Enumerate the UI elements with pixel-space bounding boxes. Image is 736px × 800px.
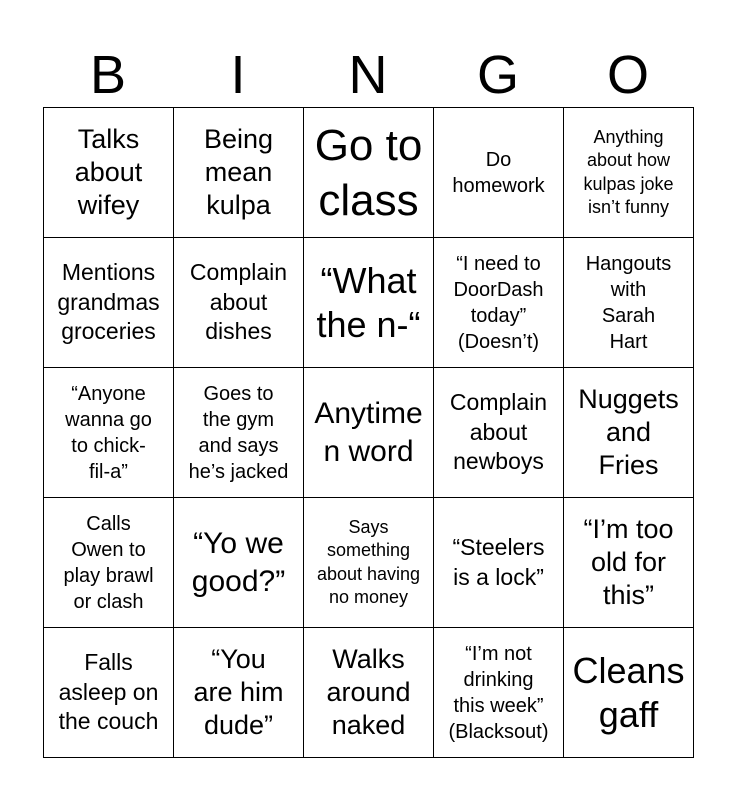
cell-text: “I need to DoorDash today” (Doesn’t) — [453, 252, 544, 353]
bingo-cell-r4-c5[interactable] — [564, 498, 694, 628]
header-letter-n: N — [348, 45, 388, 105]
cell-text: “What the n-“ — [316, 259, 421, 345]
cell-text: Anytime n word — [314, 397, 423, 468]
bingo-header — [43, 42, 693, 108]
cell-text: Anything about how kulpas joke isn’t funny — [583, 126, 674, 217]
bingo-cell-r1-c1[interactable] — [44, 108, 174, 238]
bingo-cell-r2-c4[interactable] — [434, 238, 564, 368]
header-letter-o: O — [606, 45, 649, 105]
bingo-cell-r3-c4[interactable] — [434, 368, 564, 498]
cell-text: Talks about wifey — [74, 124, 143, 220]
bingo-cell-r2-c3[interactable] — [304, 238, 434, 368]
bingo-cell-r5-c1[interactable] — [44, 628, 174, 758]
cell-text: Complain about newboys — [449, 389, 548, 475]
bingo-cell-r1-c2[interactable] — [174, 108, 304, 238]
cell-text: “I’m too old for this” — [583, 514, 674, 610]
bingo-cell-r4-c3[interactable] — [304, 498, 434, 628]
bingo-cell-r2-c5[interactable] — [564, 238, 694, 368]
bingo-cell-r5-c2[interactable] — [174, 628, 304, 758]
cell-text: Walks around naked — [326, 644, 411, 740]
cell-text: Mentions grandmas groceries — [57, 259, 160, 345]
cell-text: “I’m not drinking this week” (Blacksout) — [448, 642, 549, 743]
bingo-cell-r1-c3[interactable] — [304, 108, 434, 238]
header-letter-i: I — [230, 45, 246, 105]
cell-text: Go to class — [314, 120, 423, 225]
bingo-cell-r5-c5[interactable] — [564, 628, 694, 758]
cell-text: Falls asleep on the couch — [58, 649, 159, 735]
cell-text: Goes to the gym and says he’s jacked — [188, 382, 289, 483]
cell-text: “Anyone wanna go to chick- fil-a” — [65, 382, 152, 483]
header-letter-g: G — [476, 45, 519, 105]
header-letter-b: B — [89, 45, 127, 105]
bingo-cell-r3-c5[interactable] — [564, 368, 694, 498]
cell-text: “You are him dude” — [193, 644, 284, 740]
cell-text: “Steelers is a lock” — [452, 534, 545, 590]
bingo-cell-r1-c5[interactable] — [564, 108, 694, 238]
cell-text: Nuggets and Fries — [578, 384, 679, 480]
cell-text: “Yo we good?” — [191, 527, 286, 598]
bingo-cell-r5-c4[interactable] — [434, 628, 564, 758]
bingo-cell-r3-c3[interactable] — [304, 368, 434, 498]
bingo-cell-r2-c2[interactable] — [174, 238, 304, 368]
bingo-cell-r3-c2[interactable] — [174, 368, 304, 498]
cell-text: Hangouts with Sarah Hart — [585, 252, 672, 353]
bingo-cell-r4-c4[interactable] — [434, 498, 564, 628]
bingo-board — [43, 107, 694, 758]
bingo-cell-r4-c2[interactable] — [174, 498, 304, 628]
bingo-cell-r1-c4[interactable] — [434, 108, 564, 238]
cell-text: Calls Owen to play brawl or clash — [63, 512, 154, 613]
cell-text: Says something about having no money — [316, 516, 421, 607]
bingo-cell-r5-c3[interactable] — [304, 628, 434, 758]
cell-text: Being mean kulpa — [203, 124, 274, 220]
cell-text: Do homework — [452, 148, 545, 197]
bingo-cell-r3-c1[interactable] — [44, 368, 174, 498]
cell-text: Cleans gaff — [572, 649, 685, 735]
cell-text: Complain about dishes — [189, 259, 288, 345]
bingo-cell-r2-c1[interactable] — [44, 238, 174, 368]
bingo-cell-r4-c1[interactable] — [44, 498, 174, 628]
